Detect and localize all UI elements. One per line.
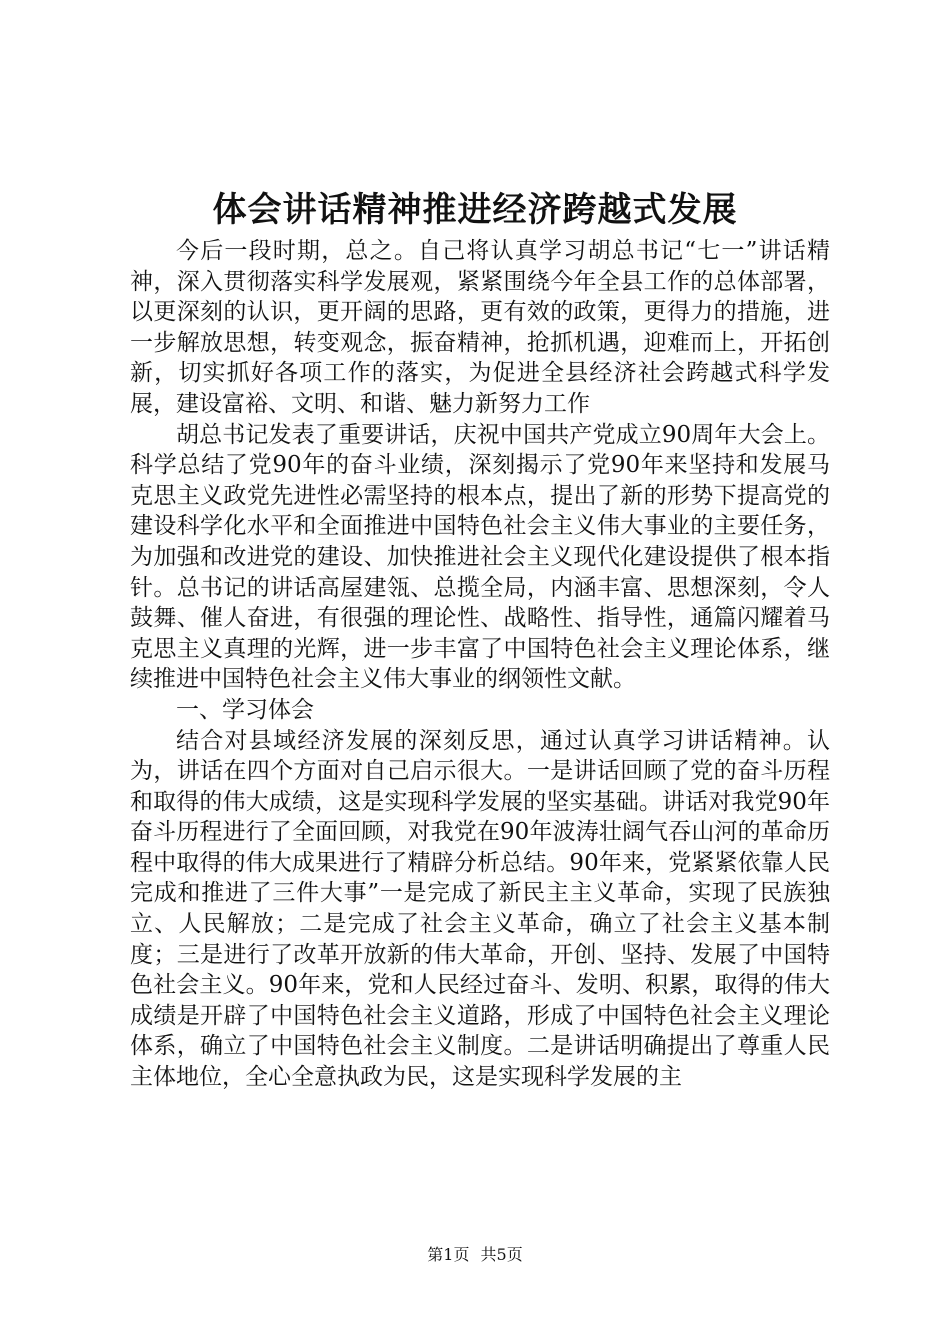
document-title: 体会讲话精神推进经济跨越式发展: [212, 190, 738, 230]
paragraph-intro: 今后一段时期，总之。自己将认真学习胡总书记“七一”讲话精神，深入贯彻落实科学发展观，紧紧围绕今年全县工作的总体部署，以更深刻的认识，更开阔的思路，更有效的政策，更得力的措施，进一步解放思想，转变观念，振奋精神，抢抓机遇，迎难而上，开拓创新，切实抓好各项工作的落实，为促进全县经济社会跨越式科学发展，建设富裕、文明、和谐、魅力新努力工作: [130, 238, 830, 417]
document-body: [130, 236, 830, 1093]
page-footer: [0, 1244, 950, 1266]
paragraph-speech: 胡总书记发表了重要讲话，庆祝中国共产党成立90周年大会上。科学总结了党90年的奋斗业绩，深刻揭示了党90年来坚持和发展马克思主义政党先进性必需坚持的根本点，提出了新的形势下提高党的建设科学化水平和全面推进中国特色社会主义伟大事业的主要任务，为加强和改进党的建设、加快推进社会主义现代化建设提供了根本指针。总书记的讲话高屋建瓴、总揽全局，内涵丰富、思想深刻，令人鼓舞、催人奋进，有很强的理论性、战略性、指导性，通篇闪耀着马克思主义真理的光辉，进一步丰富了中国特色社会主义理论体系，继续推进中国特色社会主义伟大事业的纲领性文献。: [130, 421, 830, 693]
page-total: 共5页: [480, 1245, 523, 1264]
page-number: 第1页: [427, 1245, 470, 1264]
section-heading: 一、学习体会: [176, 696, 314, 723]
paragraph-section: 结合对县域经济发展的深刻反思，通过认真学习讲话精神。认为，讲话在四个方面对自己启示很大。一是讲话回顾了党的奋斗历程和取得的伟大成绩，这是实现科学发展的坚实基础。讲话对我党90年奋斗历程进行了全面回顾，对我党在90年波涛壮阔气吞山河的革命历程中取得的伟大成果进行了精辟分析总结。90年来，党紧紧依靠人民完成和推进了三件大事”一是完成了新民主主义革命，实现了民族独立、人民解放；二是完成了社会主义革命，确立了社会主义基本制度；三是进行了改革开放新的伟大革命，开创、坚持、发展了中国特色社会主义。90年来，党和人民经过奋斗、发明、积累，取得的伟大成绩是开辟了中国特色社会主义道路，形成了中国特色社会主义理论体系，确立了中国特色社会主义制度。二是讲话明确提出了尊重人民主体地位，全心全意执政为民，这是实现科学发展的主: [130, 727, 830, 1091]
